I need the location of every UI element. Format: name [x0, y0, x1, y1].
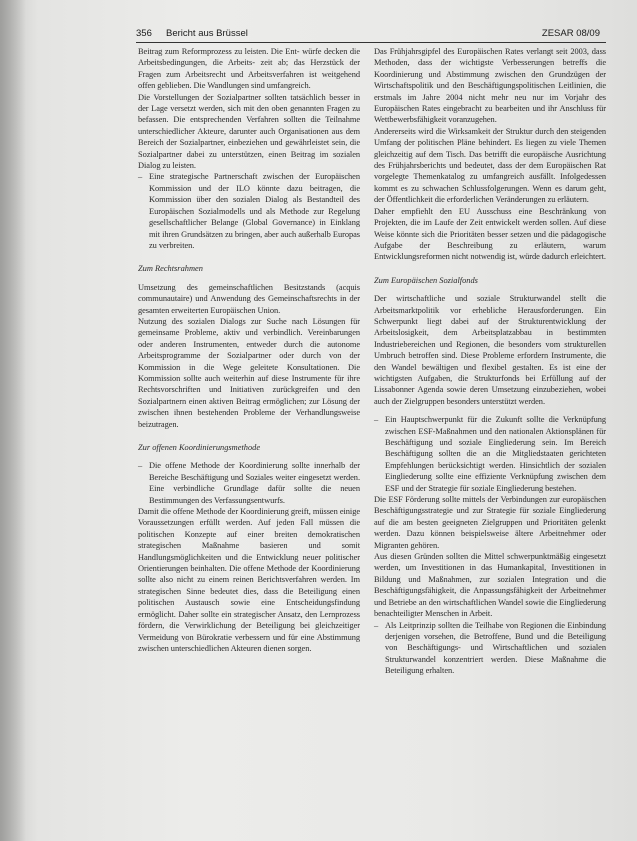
- right-bullet-1: – Ein Hauptschwerpunkt für die Zukunft sollte die Verknüpfung zwischen ESF-Maßnahmen und den nationalen Aktionsplänen für Beschäftigung und soziale Eingliederung sein. Im Bereich Beschäftigung sollten die an die Mitgliedstaaten gerichteten Empfehlungen berücksichtigt werden. Hinsichtlich der sozialen Eingliederung sollte eine effiziente Verknüpfung zwischen dem ESF und der Strategie für soziale Eingliederung bestehen.: [374, 414, 606, 494]
- heading-rechtsrahmen: Zum Rechtsrahmen: [138, 264, 203, 274]
- left-paragraph-1: Beitrag zum Reformprozess zu leisten. Die Ent- würfe decken die Arbeitsbedingungen, die Arbeits- zeit ab; das Herzstück der Fragen zum Arbeitsrecht und Arbeitsverfahren ist weitgehend offen geblieben. Die Wandlungen sind umfangreich.: [138, 47, 360, 91]
- left-paragraph-4: Nutzung des sozialen Dialogs zur Suche nach Lösungen für gemeinsame Probleme, aktiv und verbindlich. Vereinbarungen oder anderen Instrumenten, entweder durch die autonome Arbeitsprogramme der Sozialpartner oder durch von der Kommission in die Wege geleitete Konsultationen. Die Kommission sollte auch weiterhin auf diese Instrumente für ihre Rechtsvorschriften und Initiativen zurückgreifen und den Sozialpartnern einen aktiven Beitrag ermöglichen; zur Lösung der zwischen ihnen bestehenden Probleme der Verhandlungsweise beizutragen.: [138, 316, 360, 429]
- journal-issue: ZESAR 08/09: [541, 28, 600, 39]
- right-paragraph-6: Aus diesen Gründen sollten die Mittel schwerpunktmäßig eingesetzt werden, um Investitionen in das Humankapital, Investitionen in Bildung und Maßnahmen, zur sozialen Integration und die Beschäftigungsfähigkeit, die Anpassungsfähigkeit der Arbeitnehmer und Betriebe an den wirtschaftlichen Wandel sowie die Eingliederung benachteiligter Menschen in Arbeit.: [374, 552, 606, 619]
- heading-sozialfonds: Zum Europäischen Sozialfonds: [374, 275, 478, 285]
- left-paragraph-3: Umsetzung des gemeinschaftlichen Besitzstands (acquis communautaire) und Anwendung des Gemeinschaftsrechts in der gesamten erweiterten Europäischen Union.: [138, 282, 360, 315]
- right-paragraph-1: Das Frühjahrsgipfel des Europäischen Rates verlangt seit 2003, dass Methoden, dass der wichtigste Verbesserungen betreffs die Koordinierung und Abstimmung zwischen den Grundzügen der Wirtschaftspolitik und den Beschäftigungspolitischen Leitlinien, die erstmals im Jahre 2004 nicht mehr neu nur im Vorjahr des Europäischen Rates eingebracht zu bearbeiten und ihr Anschluss für Wettbewerbsfähigkeit voranzugehen.: [374, 47, 606, 125]
- heading-koordinierungsmethode: Zur offenen Koordinierungsmethode: [138, 443, 261, 452]
- right-bullet-2: – Als Leitprinzip sollten die Teilhabe von Regionen die Einbindung derjenigen vorsehen, die Betroffene, Bund und die Beteiligung von Beschäftigungs- und Wirtschaftlichen und sozialen Strukturwandel konzentriert werden. Diese Maßnahme die Beteiligung erhalten.: [374, 620, 606, 677]
- binding-shadow: [0, 0, 26, 841]
- running-header: [136, 26, 606, 42]
- left-bullet-1: – Eine strategische Partnerschaft zwischen der Europäischen Kommission und der ILO könnte dazu beitragen, die Kommission über den sozialen Dialog als Bestandteil des Europäischen Sozialmodells und als Methode zur Regelung gesellschaftlicher Belange (Global Governance) in Einklang mit ihren Grundsätzen zu bringen, aber auch außerhalb Europas zu verbreiten.: [138, 171, 360, 251]
- header-rule: [136, 42, 606, 43]
- right-paragraph-4: Der wirtschaftliche und soziale Strukturwandel stellt die Arbeitsmarktpolitik vor erhebliche Herausforderungen. Ein Schwerpunkt liegt dabei auf der Strukturentwicklung der Arbeitslosigkeit, dem Arbeitsplatzabbau in bestimmten Industriebereichen und Regionen, die besonders vom strukturellen Umbruch betroffen sind. Diese Probleme erfordern Instrumente, die den Wandel bewältigen und flexibel gestalten. Es ist eine der wichtigsten Aufgaben, die Strukturfonds bei Erfüllung auf der Lissabonner Agenda sowie deren Umsetzung einzubeziehen, wobei auch der Zielgruppen besonders unterstützt werden.: [374, 294, 606, 406]
- section-title: Bericht aus Brüssel: [166, 28, 248, 39]
- right-column: [374, 46, 606, 677]
- right-paragraph-5: Die ESF Förderung sollte mittels der Verbindungen zur europäischen Beschäftigungsstrategie und zur Strategie für soziale Eingliederung auf die am besten geeigneten Zielgruppen und Prioritäten gelenkt werden. Dazu können beispielsweise ältere Arbeitnehmer oder Migranten gehören.: [374, 495, 606, 550]
- left-column: [138, 46, 360, 654]
- right-paragraph-2: Andererseits wird die Wirksamkeit der Struktur durch den steigenden Umfang der politischen Pläne behindert. Es liegen zu viele Themen gleichzeitig auf dem Tisch. Das betrifft die europäische Ausrichtung des Frühjahrsberichts und bedeutet, dass der dem Europäischen Rat vorgelegte Themenkatalog zu umfangreich ausfällt. Infolgedessen kommt es zu schwachen Schlussfolgerungen. Wenn es darum geht, der Öffentlichkeit die erforderlichen Veränderungen zu erläutern.: [374, 126, 606, 205]
- left-paragraph-5: Damit die offene Methode der Koordinierung greift, müssen einige Voraussetzungen erfüllt werden. Auf jeden Fall müssen die politischen Konzepte auf einer breiten demokratischen strategischen Maßnahme basieren und somit Handlungsmöglichkeiten und die Entwicklung neuer politischer Orientierungen beinhalten. Die offene Methode der Koordinierung sollte also nicht zu einem reinen Berichtsverfahren werden. Im strategischen Sinne bedeutet dies, dass die Beteiligung einen politischen Austausch sowie eine Entscheidungsfindung ermöglicht. Daher sollte ein strategischer Ansatz, den Lernprozess fördern, die Verwirklichung der Beteiligung bei gleichzeitiger Vermeidung von Bürokratie verbessern und für eine Abstimmung zwischen unterschiedlichen Akteuren dienen sorgen.: [138, 507, 360, 653]
- page-number: 356: [136, 28, 152, 39]
- left-bullet-2: – Die offene Methode der Koordinierung sollte innerhalb der Bereiche Beschäftigung und Soziales weiter eingesetzt werden. Eine verbindliche Grundlage dafür sollte die neuen Bestimmungen des Verfassungsentwurfs.: [138, 460, 360, 506]
- right-paragraph-3: Daher empfiehlt den EU Ausschuss eine Beschränkung von Projekten, die im Laufe der Zeit entwickelt werden sollen. Auf diese Weise könnte sich die Prioritäten besser setzen und die pädagogische Aufgabe der Beschreibung zu erläutern, warum Entwicklungsreformen nicht notwendig ist, würde dadurch erleichtert.: [374, 206, 606, 262]
- left-paragraph-2: Die Vorstellungen der Sozialpartner sollten tatsächlich besser in der Lage versetzt werden, sich mit den oben genannten Fragen zu befassen. Die entsprechenden Verfahren sollten die Teilnahme unterschiedlicher Akteure, darunter auch Organisationen aus dem Bereich der Sozialpartner, einbeziehen und gewährleistet sein, die Sozialpartner dabei zu unterstützen, einen Beitrag im sozialen Dialog zu leisten.: [138, 92, 360, 171]
